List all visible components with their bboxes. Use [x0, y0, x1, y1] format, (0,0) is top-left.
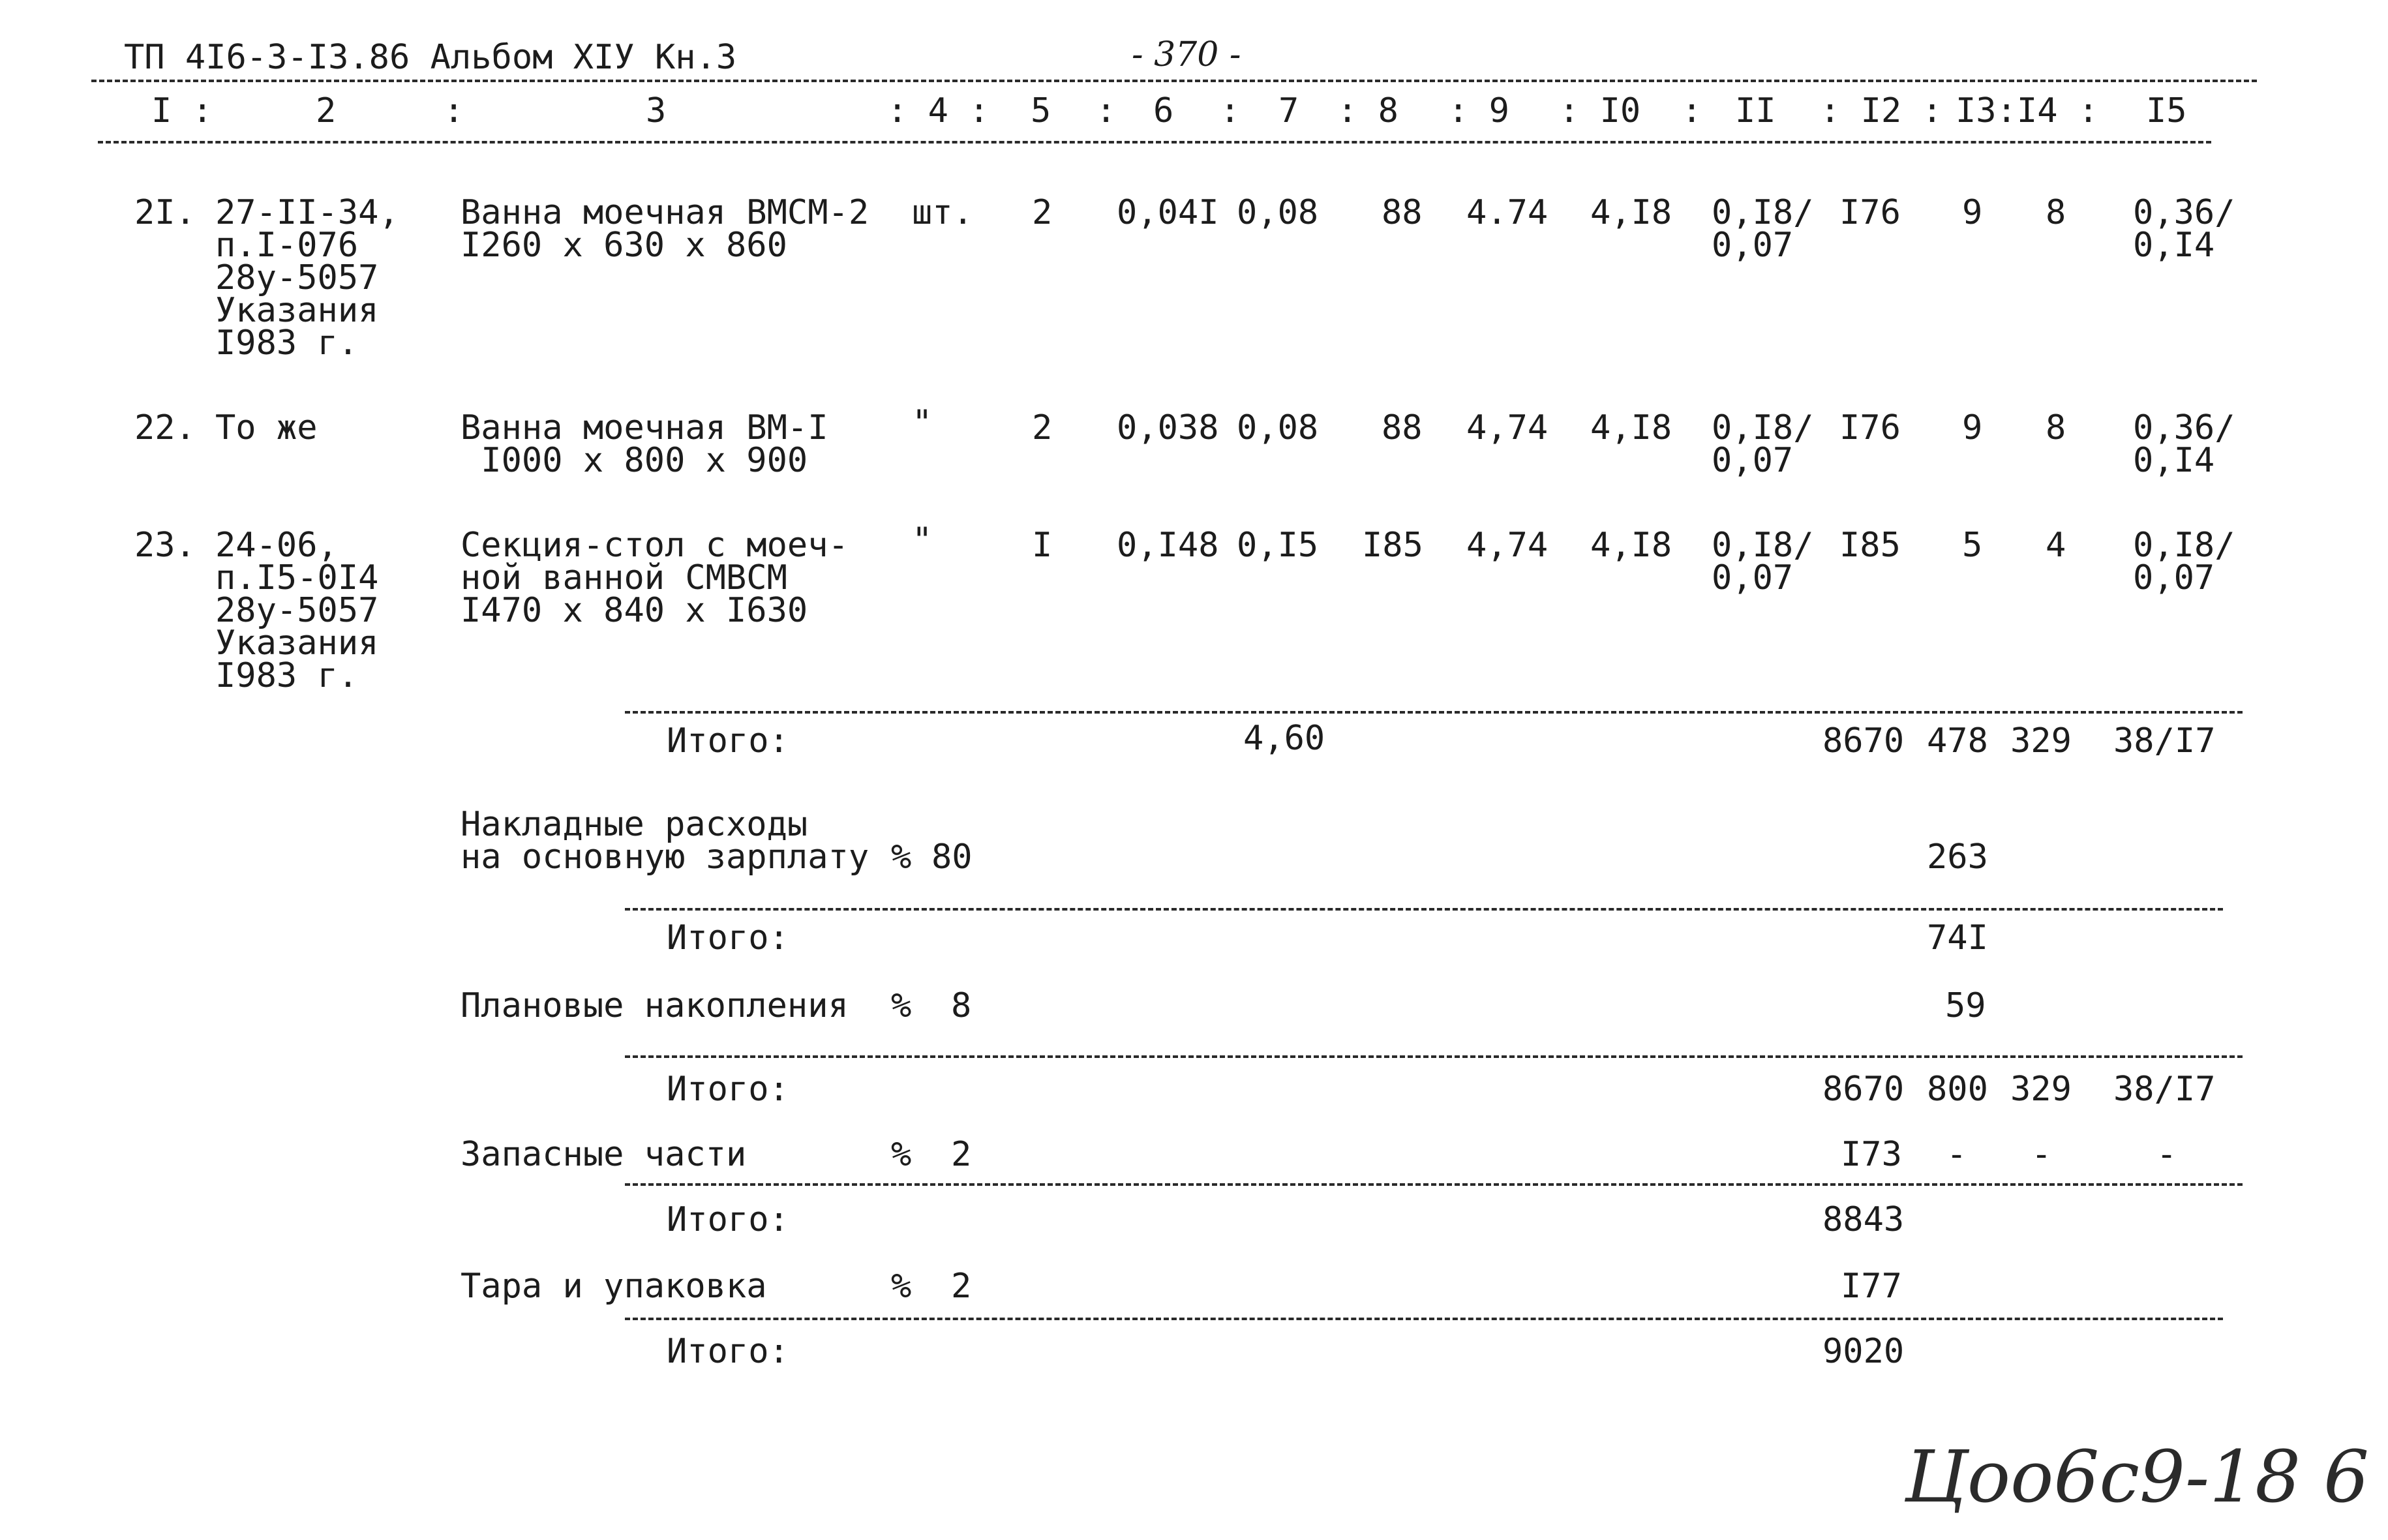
column-header: 6	[1153, 91, 1174, 130]
row-col11: 0,07	[1712, 226, 1794, 265]
header-rule-top	[91, 80, 2257, 82]
row-unit: "	[912, 403, 933, 442]
row-reference: Указания	[215, 624, 379, 663]
subtotal-col7: 4,60	[1243, 719, 1325, 758]
header-rule-bottom	[98, 141, 2211, 143]
subtotal-col13: 329	[2010, 721, 2072, 761]
row-col8: 88	[1382, 193, 1423, 232]
row-col10: 4,I8	[1590, 526, 1672, 565]
packing-col11: I77	[1841, 1267, 1902, 1306]
column-header: I :	[151, 91, 213, 130]
spares-col12: -	[1946, 1135, 1967, 1174]
subtotal-col15: 38/I7	[2113, 721, 2216, 761]
row-name: I000 x 800 x 900	[461, 441, 808, 480]
row-col9: 4.74	[1466, 193, 1549, 232]
row-col13: 9	[1962, 408, 1983, 447]
subtotal-rule	[625, 711, 2243, 714]
row-col14: 8	[2046, 408, 2066, 447]
column-header: : 9	[1448, 91, 1509, 130]
subtotal-rule	[625, 1318, 2223, 1320]
row-col12: I85	[1839, 526, 1901, 565]
subtotal-label: Итого:	[667, 1332, 789, 1371]
row-col15: 0,I4	[2133, 441, 2215, 480]
subtotal-col11: 8670	[1822, 721, 1905, 761]
row-col7: 0,08	[1237, 408, 1319, 447]
row-name: ной ванной СМВСМ	[461, 558, 787, 597]
row-col14: 4	[2046, 526, 2066, 565]
overhead-percent: 80	[931, 838, 973, 877]
packing-percent: 2	[951, 1267, 972, 1306]
row-col11: 0,07	[1712, 558, 1794, 597]
handwritten-archive-mark: Цоо6с9-18 6	[1905, 1435, 2370, 1518]
column-header: 7	[1278, 91, 1299, 130]
column-header: :	[444, 91, 464, 130]
row-name: Ванна моечная ВМ-I	[461, 408, 828, 447]
row-reference: п.I-076	[215, 226, 359, 265]
row-col11: 0,I8/	[1712, 193, 1814, 232]
row-col11: 0,I8/	[1712, 526, 1814, 565]
column-header: : 8	[1337, 91, 1398, 130]
row-unit: "	[912, 521, 933, 560]
row-col9: 4,74	[1466, 526, 1549, 565]
row-number: 2I.	[134, 193, 196, 232]
row-col15: 0,36/	[2133, 193, 2235, 232]
row-name: I260 x 630 x 860	[461, 226, 787, 265]
row-unit: шт.	[912, 193, 973, 232]
subtotal-col12: 800	[1927, 1070, 1988, 1109]
column-header: 5	[1031, 91, 1051, 130]
row-col10: 4,I8	[1590, 193, 1672, 232]
percent-sign: %	[891, 1135, 912, 1174]
row-number: 22.	[134, 408, 196, 447]
column-header: I5	[2146, 91, 2187, 130]
subtotal-col11: 8843	[1822, 1200, 1905, 1239]
row-reference: 27-II-34,	[215, 193, 399, 232]
subtotal-col12: 74I	[1927, 918, 1988, 958]
row-col13: 9	[1962, 193, 1983, 232]
column-header: : 4 :	[887, 91, 990, 130]
subtotal-label: Итого:	[667, 918, 789, 958]
overhead-label: на основную зарплату	[461, 838, 869, 877]
subtotal-col13: 329	[2010, 1070, 2072, 1109]
subtotal-label: Итого:	[667, 1200, 789, 1239]
row-col6: 0,I48	[1117, 526, 1219, 565]
subtotal-col12: 478	[1927, 721, 1988, 761]
row-name: Секция-стол с моеч-	[461, 526, 849, 565]
column-header: 2	[316, 91, 337, 130]
row-qty: 2	[1032, 408, 1053, 447]
row-col15: 0,I8/	[2133, 526, 2235, 565]
row-name: Ванна моечная ВМСМ-2	[461, 193, 869, 232]
row-col12: I76	[1839, 408, 1901, 447]
row-col6: 0,038	[1117, 408, 1219, 447]
subtotal-col11: 9020	[1822, 1332, 1905, 1371]
spares-percent: 2	[951, 1135, 972, 1174]
spares-col13: -	[2031, 1135, 2052, 1174]
row-col11: 0,07	[1712, 441, 1794, 480]
percent-sign: %	[891, 1267, 912, 1306]
row-col8: 88	[1382, 408, 1423, 447]
row-reference: 28у-5057	[215, 591, 379, 630]
row-col11: 0,I8/	[1712, 408, 1814, 447]
spares-col15: -	[2156, 1135, 2177, 1174]
spares-label: Запасные части	[461, 1135, 747, 1174]
column-header: : I2 :	[1820, 91, 1942, 130]
column-header: :	[1220, 91, 1241, 130]
row-qty: 2	[1032, 193, 1053, 232]
row-col8: I85	[1362, 526, 1423, 565]
row-reference: п.I5-0I4	[215, 558, 379, 597]
row-reference: I983 г.	[215, 324, 359, 363]
overhead-label: Накладные расходы	[461, 805, 808, 844]
subtotal-label: Итого:	[667, 721, 789, 761]
column-header: : I0	[1559, 91, 1641, 130]
overhead-col12: 263	[1927, 838, 1988, 877]
subtotal-col15: 38/I7	[2113, 1070, 2216, 1109]
row-reference: I983 г.	[215, 656, 359, 695]
doc-reference: ТП 4I6-3-I3.86 Альбом XIУ Кн.3	[124, 38, 737, 77]
row-name: I470 x 840 x I630	[461, 591, 808, 630]
subtotal-rule	[625, 908, 2223, 911]
subtotal-col11: 8670	[1822, 1070, 1905, 1109]
spares-col11: I73	[1841, 1135, 1902, 1174]
row-number: 23.	[134, 526, 196, 565]
row-reference: То же	[215, 408, 318, 447]
row-col15: 0,36/	[2133, 408, 2235, 447]
column-header: :	[1682, 91, 1702, 130]
planned-percent: 8	[951, 986, 972, 1025]
page-number: - 370 -	[1132, 35, 1241, 74]
subtotal-label: Итого:	[667, 1070, 789, 1109]
subtotal-rule	[625, 1055, 2243, 1058]
planned-col12: 59	[1945, 986, 1986, 1025]
column-header: I3:I4 :	[1956, 91, 2099, 130]
row-col9: 4,74	[1466, 408, 1549, 447]
row-col13: 5	[1962, 526, 1983, 565]
row-col7: 0,08	[1237, 193, 1319, 232]
planned-label: Плановые накопления	[461, 986, 849, 1025]
column-header: II	[1735, 91, 1776, 130]
subtotal-rule	[625, 1183, 2243, 1186]
row-col14: 8	[2046, 193, 2066, 232]
percent-sign: %	[891, 986, 912, 1025]
row-reference: Указания	[215, 291, 379, 330]
row-col15: 0,07	[2133, 558, 2215, 597]
row-col6: 0,04I	[1117, 193, 1219, 232]
row-reference: 28у-5057	[215, 258, 379, 297]
row-reference: 24-06,	[215, 526, 338, 565]
row-col15: 0,I4	[2133, 226, 2215, 265]
row-col10: 4,I8	[1590, 408, 1672, 447]
packing-label: Тара и упаковка	[461, 1267, 767, 1306]
percent-sign: %	[891, 838, 912, 877]
column-header: 3	[646, 91, 667, 130]
row-qty: I	[1032, 526, 1053, 565]
row-col7: 0,I5	[1237, 526, 1319, 565]
column-header: :	[1096, 91, 1117, 130]
row-col12: I76	[1839, 193, 1901, 232]
